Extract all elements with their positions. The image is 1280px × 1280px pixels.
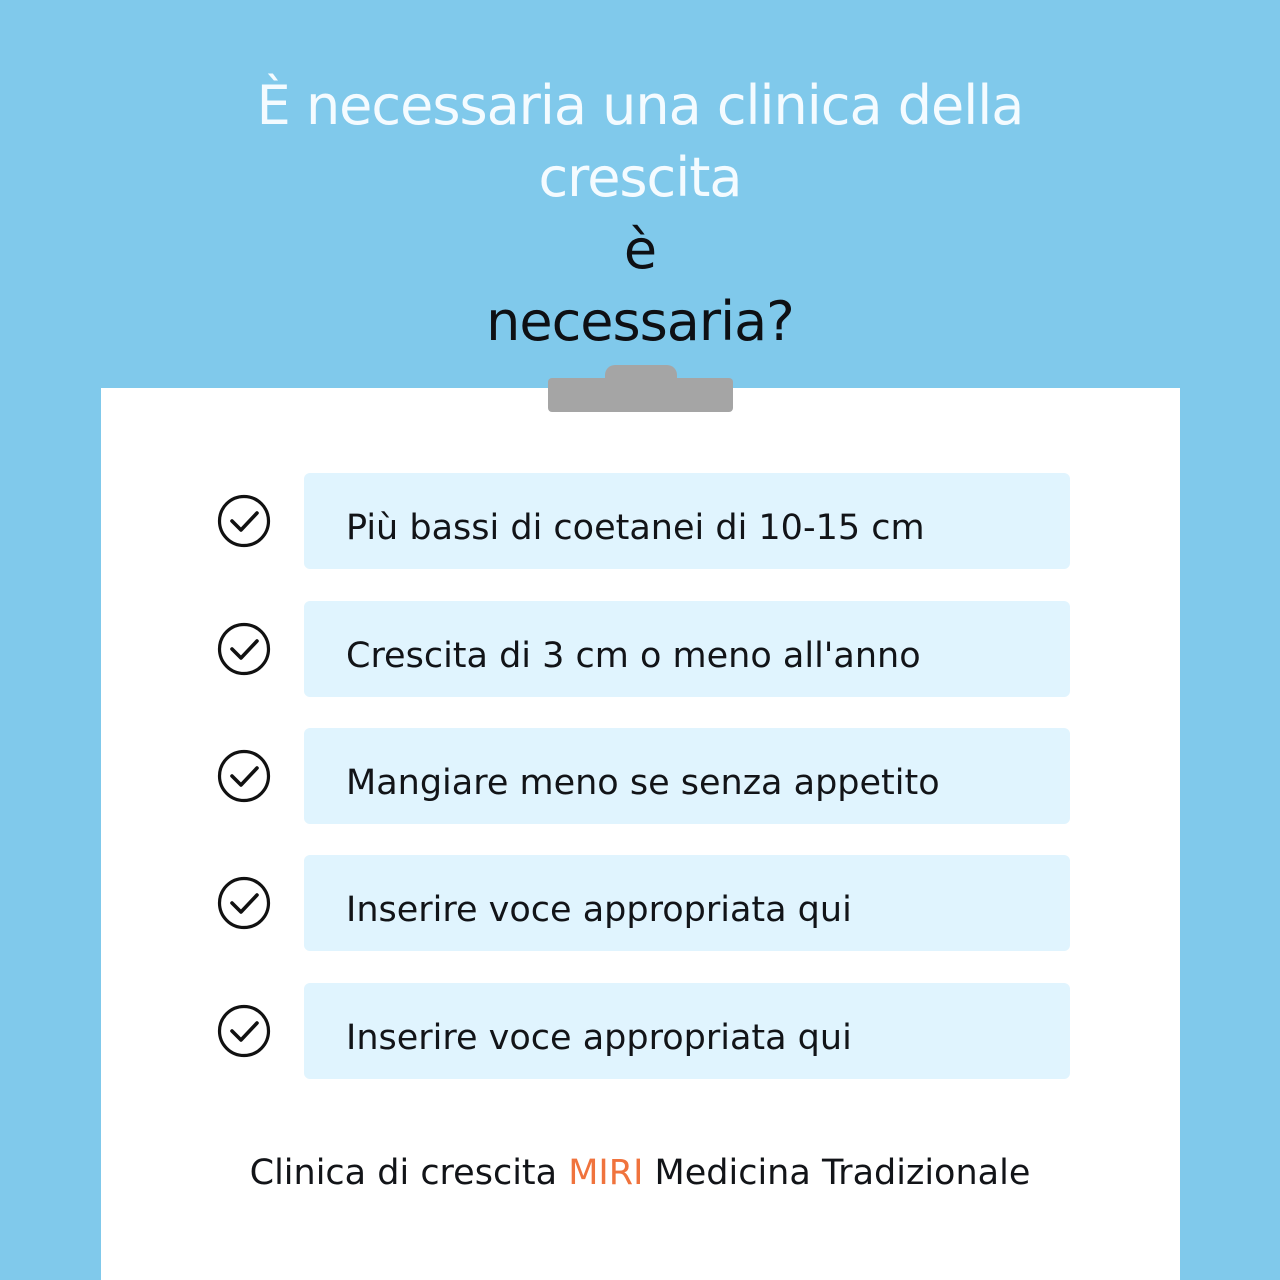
checklist-pill [304, 983, 1070, 1079]
title-line-4: necessaria? [486, 290, 794, 353]
checklist-item-text: Mangiare meno se senza appetito [346, 763, 940, 803]
title-line-3: è [623, 218, 657, 281]
checklist-pill [304, 601, 1070, 697]
title-line-1: È necessaria una clinica della [256, 74, 1024, 137]
checklist-item-text: Più bassi di coetanei di 10-15 cm [346, 508, 925, 548]
checklist-item-text: Crescita di 3 cm o meno all'anno [346, 636, 921, 676]
footer-prefix: Clinica di crescita [249, 1153, 558, 1193]
footer-caption [0, 1150, 1280, 1196]
footer-suffix: Medicina Tradizionale [654, 1153, 1031, 1193]
checklist-item-text: Inserire voce appropriata qui [346, 890, 852, 930]
checklist-item [217, 473, 1070, 569]
checklist-pill [304, 728, 1070, 824]
clip-base [548, 378, 733, 412]
title-block [0, 70, 1280, 358]
checklist-pill [304, 855, 1070, 951]
check-circle-icon [217, 749, 271, 803]
check-circle-icon [217, 494, 271, 548]
footer-brand: MIRI [568, 1153, 644, 1193]
checklist-item [217, 728, 1070, 824]
check-circle-icon [217, 876, 271, 930]
check-circle-icon [217, 622, 271, 676]
check-circle-icon [217, 1004, 271, 1058]
checklist-pill [304, 473, 1070, 569]
checklist-item-text: Inserire voce appropriata qui [346, 1018, 852, 1058]
title-line-2: crescita [538, 146, 742, 209]
checklist-item [217, 983, 1070, 1079]
checklist-item [217, 601, 1070, 697]
checklist-item [217, 855, 1070, 951]
clipboard-clip-icon [548, 365, 733, 412]
